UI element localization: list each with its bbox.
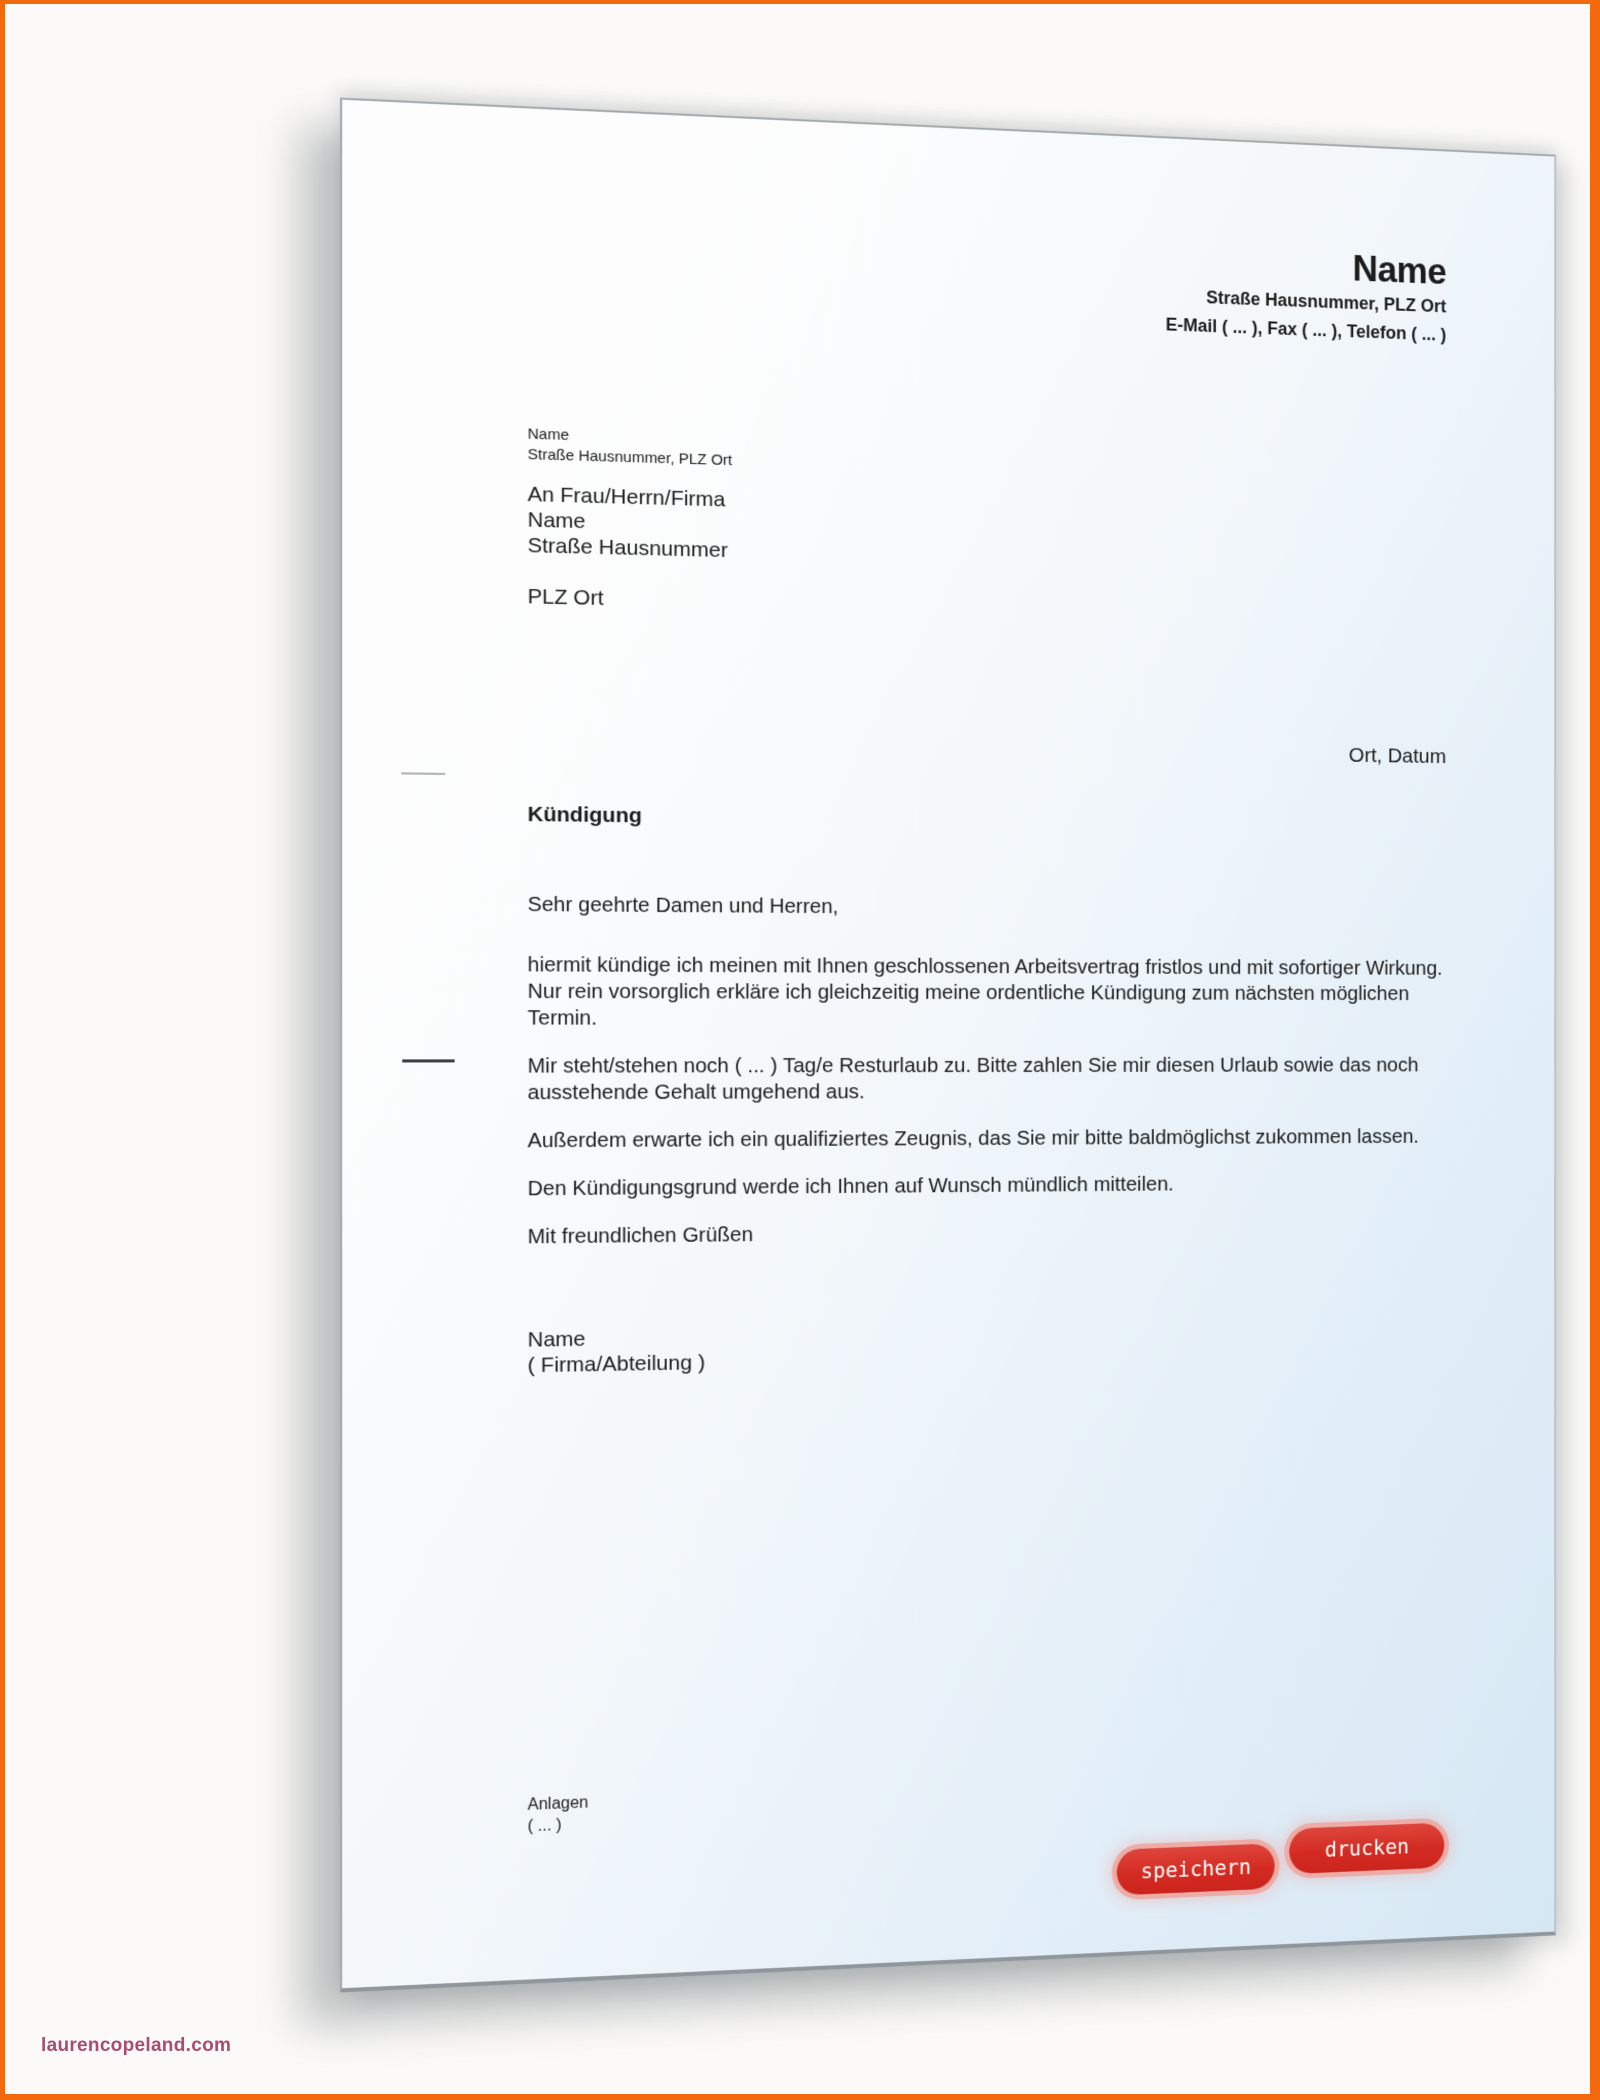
- letterhead-address: Straße Hausnummer, PLZ Ort: [1206, 287, 1447, 317]
- fold-mark-middle: [402, 1059, 454, 1062]
- sender-line: Name: [527, 425, 570, 445]
- body-line: Mit freundlichen Grüßen: [527, 1222, 754, 1249]
- body-line: Den Kündigungsgrund werde ich Ihnen auf Wunsch mündlich mitteilen.: [527, 1172, 1174, 1201]
- date-line: Ort, Datum: [1348, 743, 1447, 768]
- body-line: Nur rein vorsorglich erkläre ich gleichzeitig meine ordentliche Kündigung zum nächsten möglichen: [527, 979, 1410, 1005]
- recipient-line: PLZ Ort: [527, 584, 604, 611]
- body-line: Mir steht/stehen noch ( ... ) Tag/e Resturlaub zu. Bitte zahlen Sie mir diesen Urlaub sowie das noch: [527, 1053, 1419, 1078]
- body-line: Sehr geehrte Damen und Herren,: [527, 892, 839, 919]
- letter-body: [528, 892, 1463, 1272]
- body-paragraph: [528, 1170, 1463, 1203]
- recipient-line: Name: [527, 508, 586, 534]
- body-line: hiermit kündige ich meinen mit Ihnen geschlossenen Arbeitsvertrag fristlos und mit sofortiger Wirkung.: [527, 952, 1443, 980]
- subject-heading: Kündigung: [527, 802, 642, 828]
- body-line: Termin.: [527, 1006, 598, 1030]
- letterhead-contact: E-Mail ( ... ), Fax ( ... ), Telefon ( ... ): [1165, 314, 1447, 345]
- enclosures-block: [528, 1792, 589, 1837]
- sender-block: [528, 424, 733, 471]
- body-paragraph: [528, 1053, 1463, 1107]
- body-paragraph: [528, 1216, 1463, 1251]
- recipient-line: Straße Hausnummer: [527, 533, 728, 563]
- print-button[interactable]: drucken: [1289, 1823, 1444, 1875]
- sender-line: Straße Hausnummer, PLZ Ort: [527, 445, 733, 470]
- recipient-block: [528, 482, 728, 614]
- recipient-line: An Frau/Herrn/Firma: [527, 482, 726, 512]
- enclosure-line: ( ... ): [527, 1816, 562, 1836]
- signature-line: Name: [527, 1327, 586, 1352]
- body-line: ausstehende Gehalt umgehend aus.: [527, 1080, 865, 1105]
- save-button[interactable]: speichern: [1117, 1843, 1275, 1895]
- letterhead: [1166, 240, 1447, 349]
- signature-block: [528, 1325, 706, 1379]
- watermark: laurencopeland.com: [41, 2035, 232, 2056]
- enclosure-line: Anlagen: [527, 1794, 589, 1814]
- body-line: Außerdem erwarte ich ein qualifiziertes Zeugnis, das Sie mir bitte baldmöglichst zukommen lassen.: [527, 1125, 1419, 1153]
- body-paragraph: [528, 892, 1463, 925]
- letterhead-name: Name: [1352, 248, 1447, 292]
- body-paragraph: [528, 1124, 1463, 1154]
- body-paragraph: [528, 952, 1463, 1032]
- letter-page: [340, 98, 1556, 1993]
- signature-line: ( Firma/Abteilung ): [527, 1351, 706, 1378]
- fold-mark-top: [401, 772, 445, 775]
